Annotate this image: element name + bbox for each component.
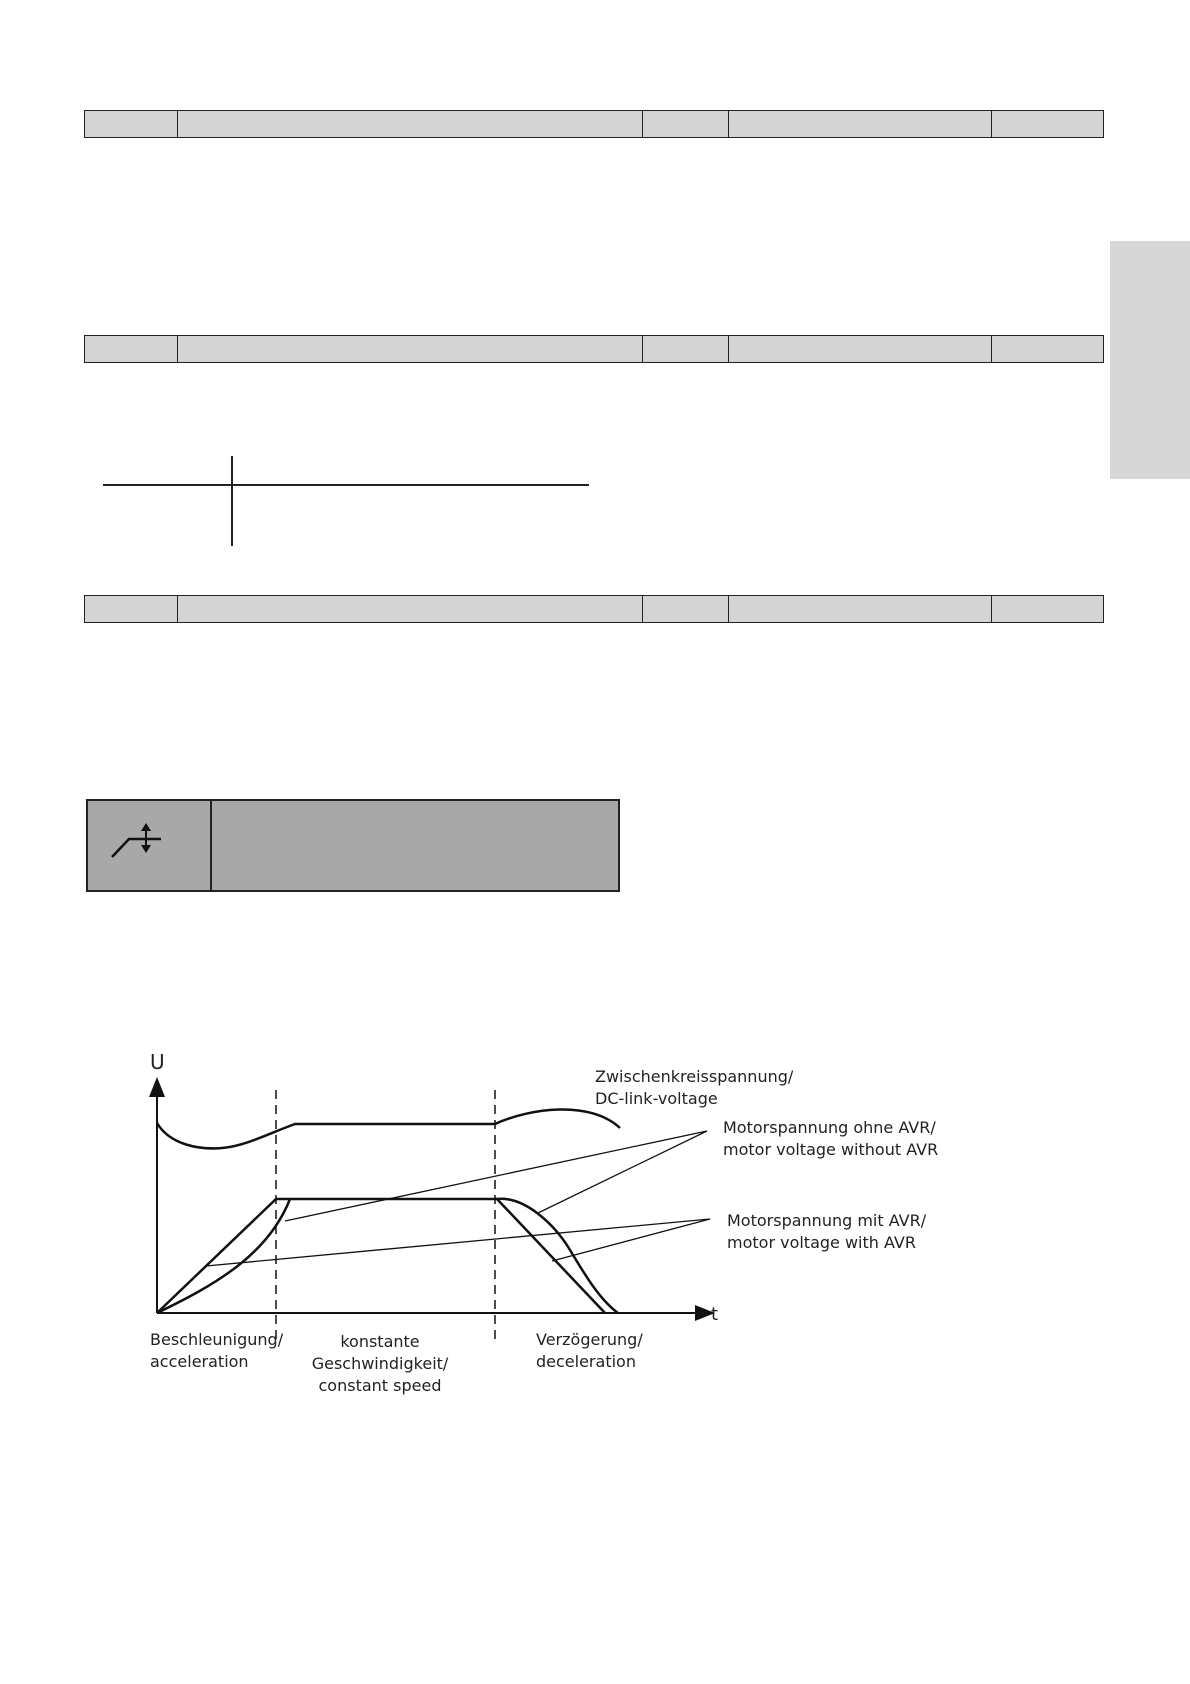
phase-acceleration-de: Beschleunigung/ bbox=[150, 1330, 284, 1349]
phase-deceleration-en: deceleration bbox=[536, 1352, 636, 1371]
dc-link-label-en: DC-link-voltage bbox=[595, 1089, 718, 1108]
without-avr-label-en: motor voltage without AVR bbox=[723, 1140, 939, 1159]
phase-constant-line-1: konstante bbox=[340, 1332, 420, 1351]
motor-voltage-without-avr-fall bbox=[497, 1199, 618, 1313]
phase-constant-line-3: constant speed bbox=[318, 1376, 442, 1395]
with-avr-label-en: motor voltage with AVR bbox=[727, 1233, 916, 1252]
x-axis-label: t bbox=[711, 1304, 719, 1325]
motor-voltage-with-avr-curve bbox=[157, 1199, 605, 1313]
leader-with-avr-1 bbox=[206, 1219, 710, 1266]
dc-link-label-de: Zwischenkreisspannung/ bbox=[595, 1067, 794, 1086]
leader-with-avr-2 bbox=[552, 1219, 710, 1261]
dc-link-voltage-curve bbox=[157, 1109, 620, 1148]
phase-constant-line-2: Geschwindigkeit/ bbox=[311, 1354, 449, 1373]
leader-without-avr-2 bbox=[538, 1131, 707, 1213]
leader-without-avr-1 bbox=[285, 1131, 707, 1221]
motor-voltage-without-avr-rise bbox=[157, 1199, 290, 1313]
phase-acceleration-en: acceleration bbox=[150, 1352, 249, 1371]
y-axis-label: U bbox=[150, 1050, 165, 1074]
with-avr-label-de: Motorspannung mit AVR/ bbox=[727, 1211, 927, 1230]
phase-deceleration-de: Verzögerung/ bbox=[536, 1330, 643, 1349]
without-avr-label-de: Motorspannung ohne AVR/ bbox=[723, 1118, 936, 1137]
